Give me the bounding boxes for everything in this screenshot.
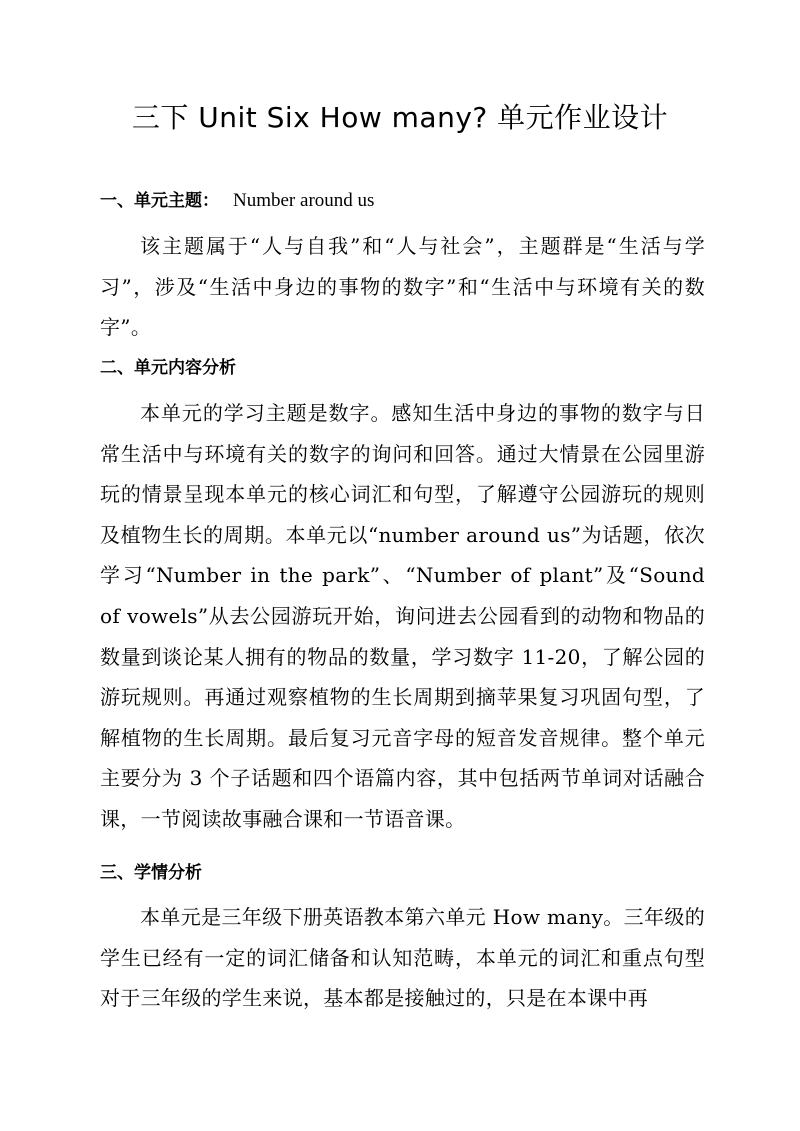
page-title: 三下 Unit Six How many? 单元作业设计 (131, 101, 669, 134)
theme-value: Number around us (233, 190, 375, 211)
section-paragraph-content-analysis: 本单元的学习主题是数字。感知生活中身边的事物的数字与日常生活中与环境有关的数字的询问和回答。通过大情景在公园里游玩的情景呈现本单元的核心词汇和句型，了解遵守公园游玩的规则及植物生长的周期。本单元以“number around us”为话题，依次学习“Number in the park”、“Number of plant”及“Sound of vowels”从去公园游玩开始，询问进去公园看到的动物和物品的数量到谈论某人拥有的物品的数量，学习数字 11-20，了解公园的游玩规则。再通过观察植物的生长周期到摘苹果复习巩固句型，了解植物的生长周期。最后复习元音字母的短音发音规律。整个单元主要分为 3 个子话题和四个语篇内容，其中包括两节单词对话融合课，一节阅读故事融合课和一节语音课。 (100, 401, 705, 831)
section-paragraph-student-analysis: 本单元是三年级下册英语教本第六单元 How many。三年级的学生已经有一定的词汇储备和认知范畴，本单元的词汇和重点句型对于三年级的学生来说，基本都是接触过的，只是在本课中再 (100, 905, 705, 1011)
section-heading-theme (100, 188, 374, 214)
section-heading-student-analysis: 三、学情分析 (100, 863, 202, 883)
section-heading-label: 一、单元主题： (100, 191, 219, 211)
section-heading-content-analysis: 二、单元内容分析 (100, 358, 236, 378)
section-paragraph-theme: 该主题属于“人与自我”和“人与社会”，主题群是“生活与学习”，涉及“生活中身边的事物的数字”和“生活中与环境有关的数字”。 (100, 234, 705, 340)
